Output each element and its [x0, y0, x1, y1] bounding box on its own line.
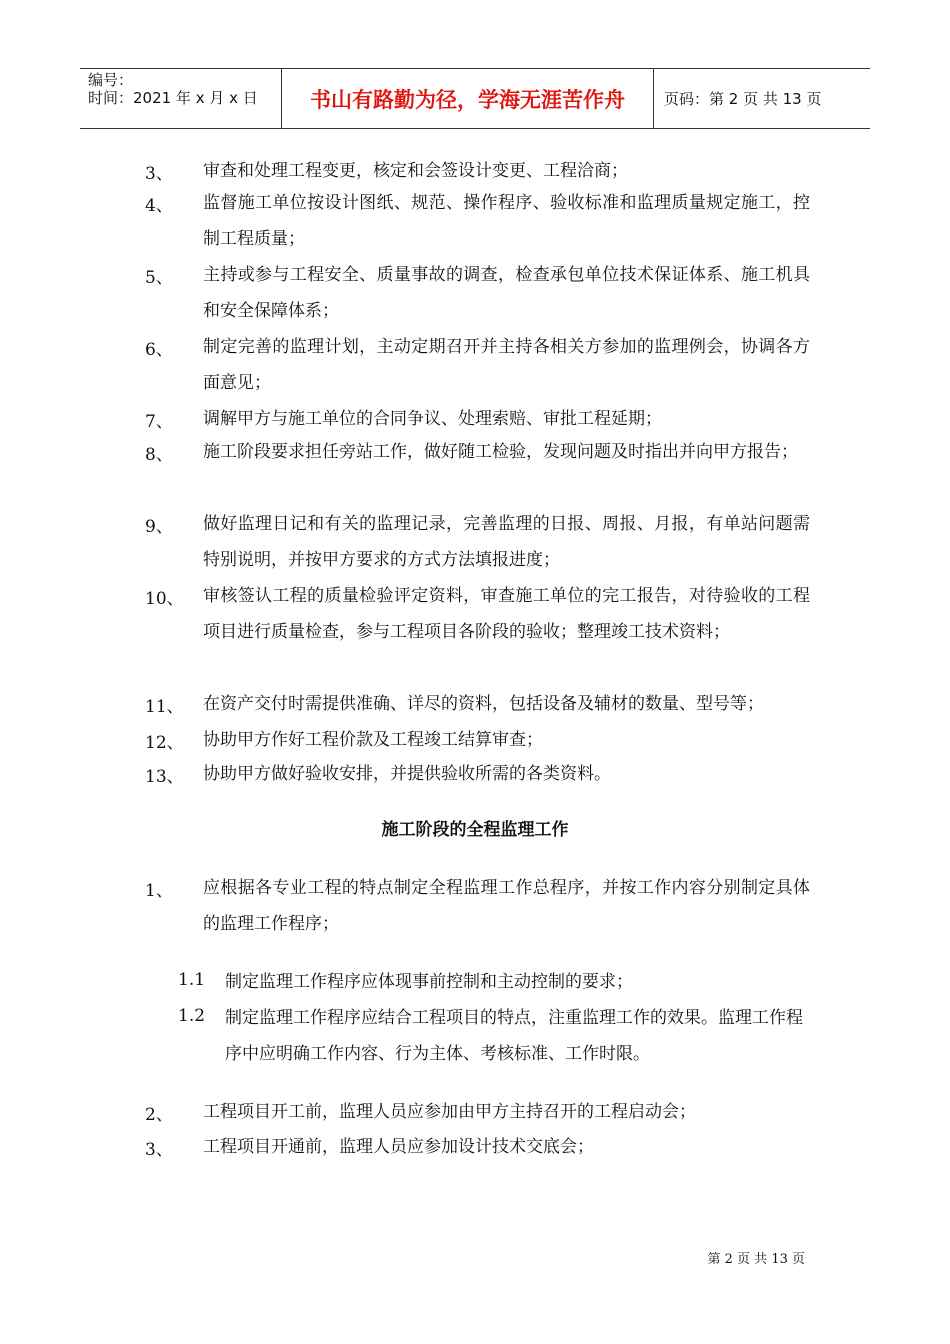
item-text: 调解甲方与施工单位的合同争议、处理索赔、审批工程延期；	[203, 409, 662, 429]
item-text: 施工阶段要求担任旁站工作，做好随工检验，发现问题及时指出并向甲方报告；	[203, 442, 798, 462]
item-number: 13、	[145, 767, 184, 787]
item-text: 工程项目开通前，监理人员应参加设计技术交底会；	[203, 1137, 594, 1157]
item-text: 在资产交付时需提供准确、详尽的资料，包括设备及辅材的数量、型号等；	[203, 694, 764, 714]
item-number: 5、	[145, 268, 173, 288]
item-number: 7、	[145, 412, 173, 432]
header-motto: 书山有路勤为径，学海无涯苦作舟	[282, 69, 654, 128]
sub-item-number: 1.2	[178, 1006, 206, 1026]
item-text: 审查和处理工程变更，核定和会签设计变更、工程洽商；	[203, 161, 628, 181]
item-text: 监督施工单位按设计图纸、规范、操作程序、验收标准和监理质量规定施工，控制工程质量；	[203, 193, 810, 249]
item-text: 制定完善的监理计划，主动定期召开并主持各相关方参加的监理例会，协调各方面意见；	[203, 337, 810, 393]
item-number: 6、	[145, 340, 173, 360]
doc-time-label: 时间：2021 年 x 月 x 日	[88, 89, 258, 107]
item-number: 12、	[145, 733, 184, 753]
item-text: 工程项目开工前，监理人员应参加由甲方主持召开的工程启动会；	[203, 1102, 696, 1122]
item-text: 审核签认工程的质量检验评定资料，审查施工单位的完工报告，对待验收的工程项目进行质量检查，参与工程项目各阶段的验收；整理竣工技术资料；	[203, 586, 810, 642]
item-text: 主持或参与工程安全、质量事故的调查，检查承包单位技术保证体系、施工机具和安全保障体系；	[203, 265, 810, 321]
doc-number-label: 编号：	[88, 71, 134, 89]
page-footer: 第 2 页 共 13 页	[707, 1252, 805, 1267]
item-number: 9、	[145, 517, 173, 537]
item-number: 2、	[145, 1105, 173, 1125]
item-number: 4、	[145, 196, 173, 216]
page-header	[80, 68, 870, 129]
header-page-number: 页码：第 2 页 共 13 页	[664, 90, 822, 108]
item-text: 协助甲方做好验收安排，并提供验收所需的各类资料。	[203, 764, 611, 784]
item-text: 协助甲方作好工程价款及工程竣工结算审查；	[203, 730, 543, 750]
item-number: 8、	[145, 445, 173, 465]
section-title: 施工阶段的全程监理工作	[381, 820, 569, 840]
sub-item-text: 制定监理工作程序应结合工程项目的特点，注重监理工作的效果。监理工作程序中应明确工作内容、行为主体、考核标准、工作时限。	[225, 1008, 803, 1064]
item-number: 3、	[145, 1140, 173, 1160]
item-text: 应根据各专业工程的特点制定全程监理工作总程序，并按工作内容分别制定具体的监理工作程序；	[203, 878, 810, 934]
header-meta	[80, 69, 282, 128]
sub-item-text: 制定监理工作程序应体现事前控制和主动控制的要求；	[225, 972, 633, 992]
item-number: 11、	[145, 697, 184, 717]
item-number: 1、	[145, 881, 173, 901]
item-number: 3、	[145, 164, 173, 184]
item-text: 做好监理日记和有关的监理记录，完善监理的日报、周报、月报，有单站问题需特别说明，并按甲方要求的方式方法填报进度；	[203, 514, 810, 570]
sub-item-number: 1.1	[178, 970, 206, 990]
item-number: 10、	[145, 589, 184, 609]
